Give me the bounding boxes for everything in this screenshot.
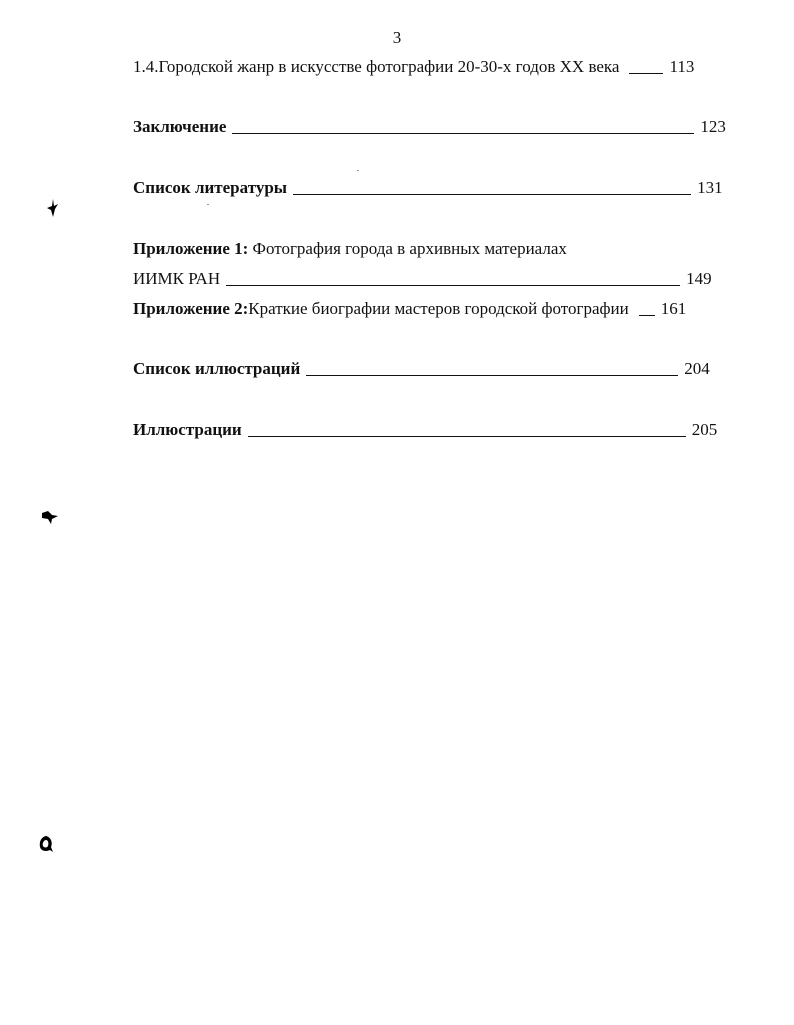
toc-entry-page: 131 [697, 178, 723, 197]
appendix-title: Фотография города в архивных материалах [248, 239, 567, 258]
toc-leader [293, 194, 691, 195]
scan-mark-icon [37, 834, 55, 854]
toc-entry-appendix-1-line2 [133, 268, 712, 290]
scan-mark-icon [44, 198, 62, 218]
toc-leader [226, 285, 680, 286]
toc-leader [639, 315, 655, 316]
page-number: 3 [392, 28, 402, 47]
appendix-label: Приложение 1: [133, 239, 249, 258]
toc-entry-page: 113 [669, 57, 695, 76]
toc-entry-page: 123 [700, 117, 726, 136]
toc-leader [248, 436, 686, 437]
toc-entry-bibliography [133, 177, 723, 199]
toc-entry-page: 205 [691, 420, 718, 439]
toc-leader [232, 133, 694, 134]
toc-entry-conclusion [133, 116, 726, 138]
toc-leader [629, 73, 663, 74]
toc-entry-title: Иллюстрации [133, 420, 242, 439]
toc-entry-title: 1.4.Городской жанр в искусстве фотографии 20-30-х годов XX века [133, 57, 620, 76]
toc-entry-title: ИИМК РАН [133, 269, 221, 288]
toc-entry-title: Краткие биографии мастеров городской фотографии [248, 299, 629, 318]
toc-entry-page: 204 [684, 359, 710, 378]
toc-entry-appendix-2 [133, 298, 686, 320]
toc-entry-1-4 [133, 56, 694, 78]
scan-speck [357, 170, 359, 171]
toc-leader [306, 375, 678, 376]
toc-entry-title: Заключение [133, 117, 227, 136]
appendix-label: Приложение 2: [133, 299, 249, 318]
toc-entry-appendix-1-line1 [133, 238, 567, 260]
toc-entry-title: Список иллюстраций [133, 359, 301, 378]
toc-entry-page: 149 [686, 269, 712, 288]
scan-mark-icon [40, 509, 60, 525]
toc-entry-page: 161 [660, 299, 687, 318]
toc-entry-title: Список литературы [133, 178, 288, 197]
toc-entry-illustrations [133, 419, 717, 441]
scan-speck [207, 204, 209, 205]
toc-entry-illustrations-list [133, 358, 710, 380]
